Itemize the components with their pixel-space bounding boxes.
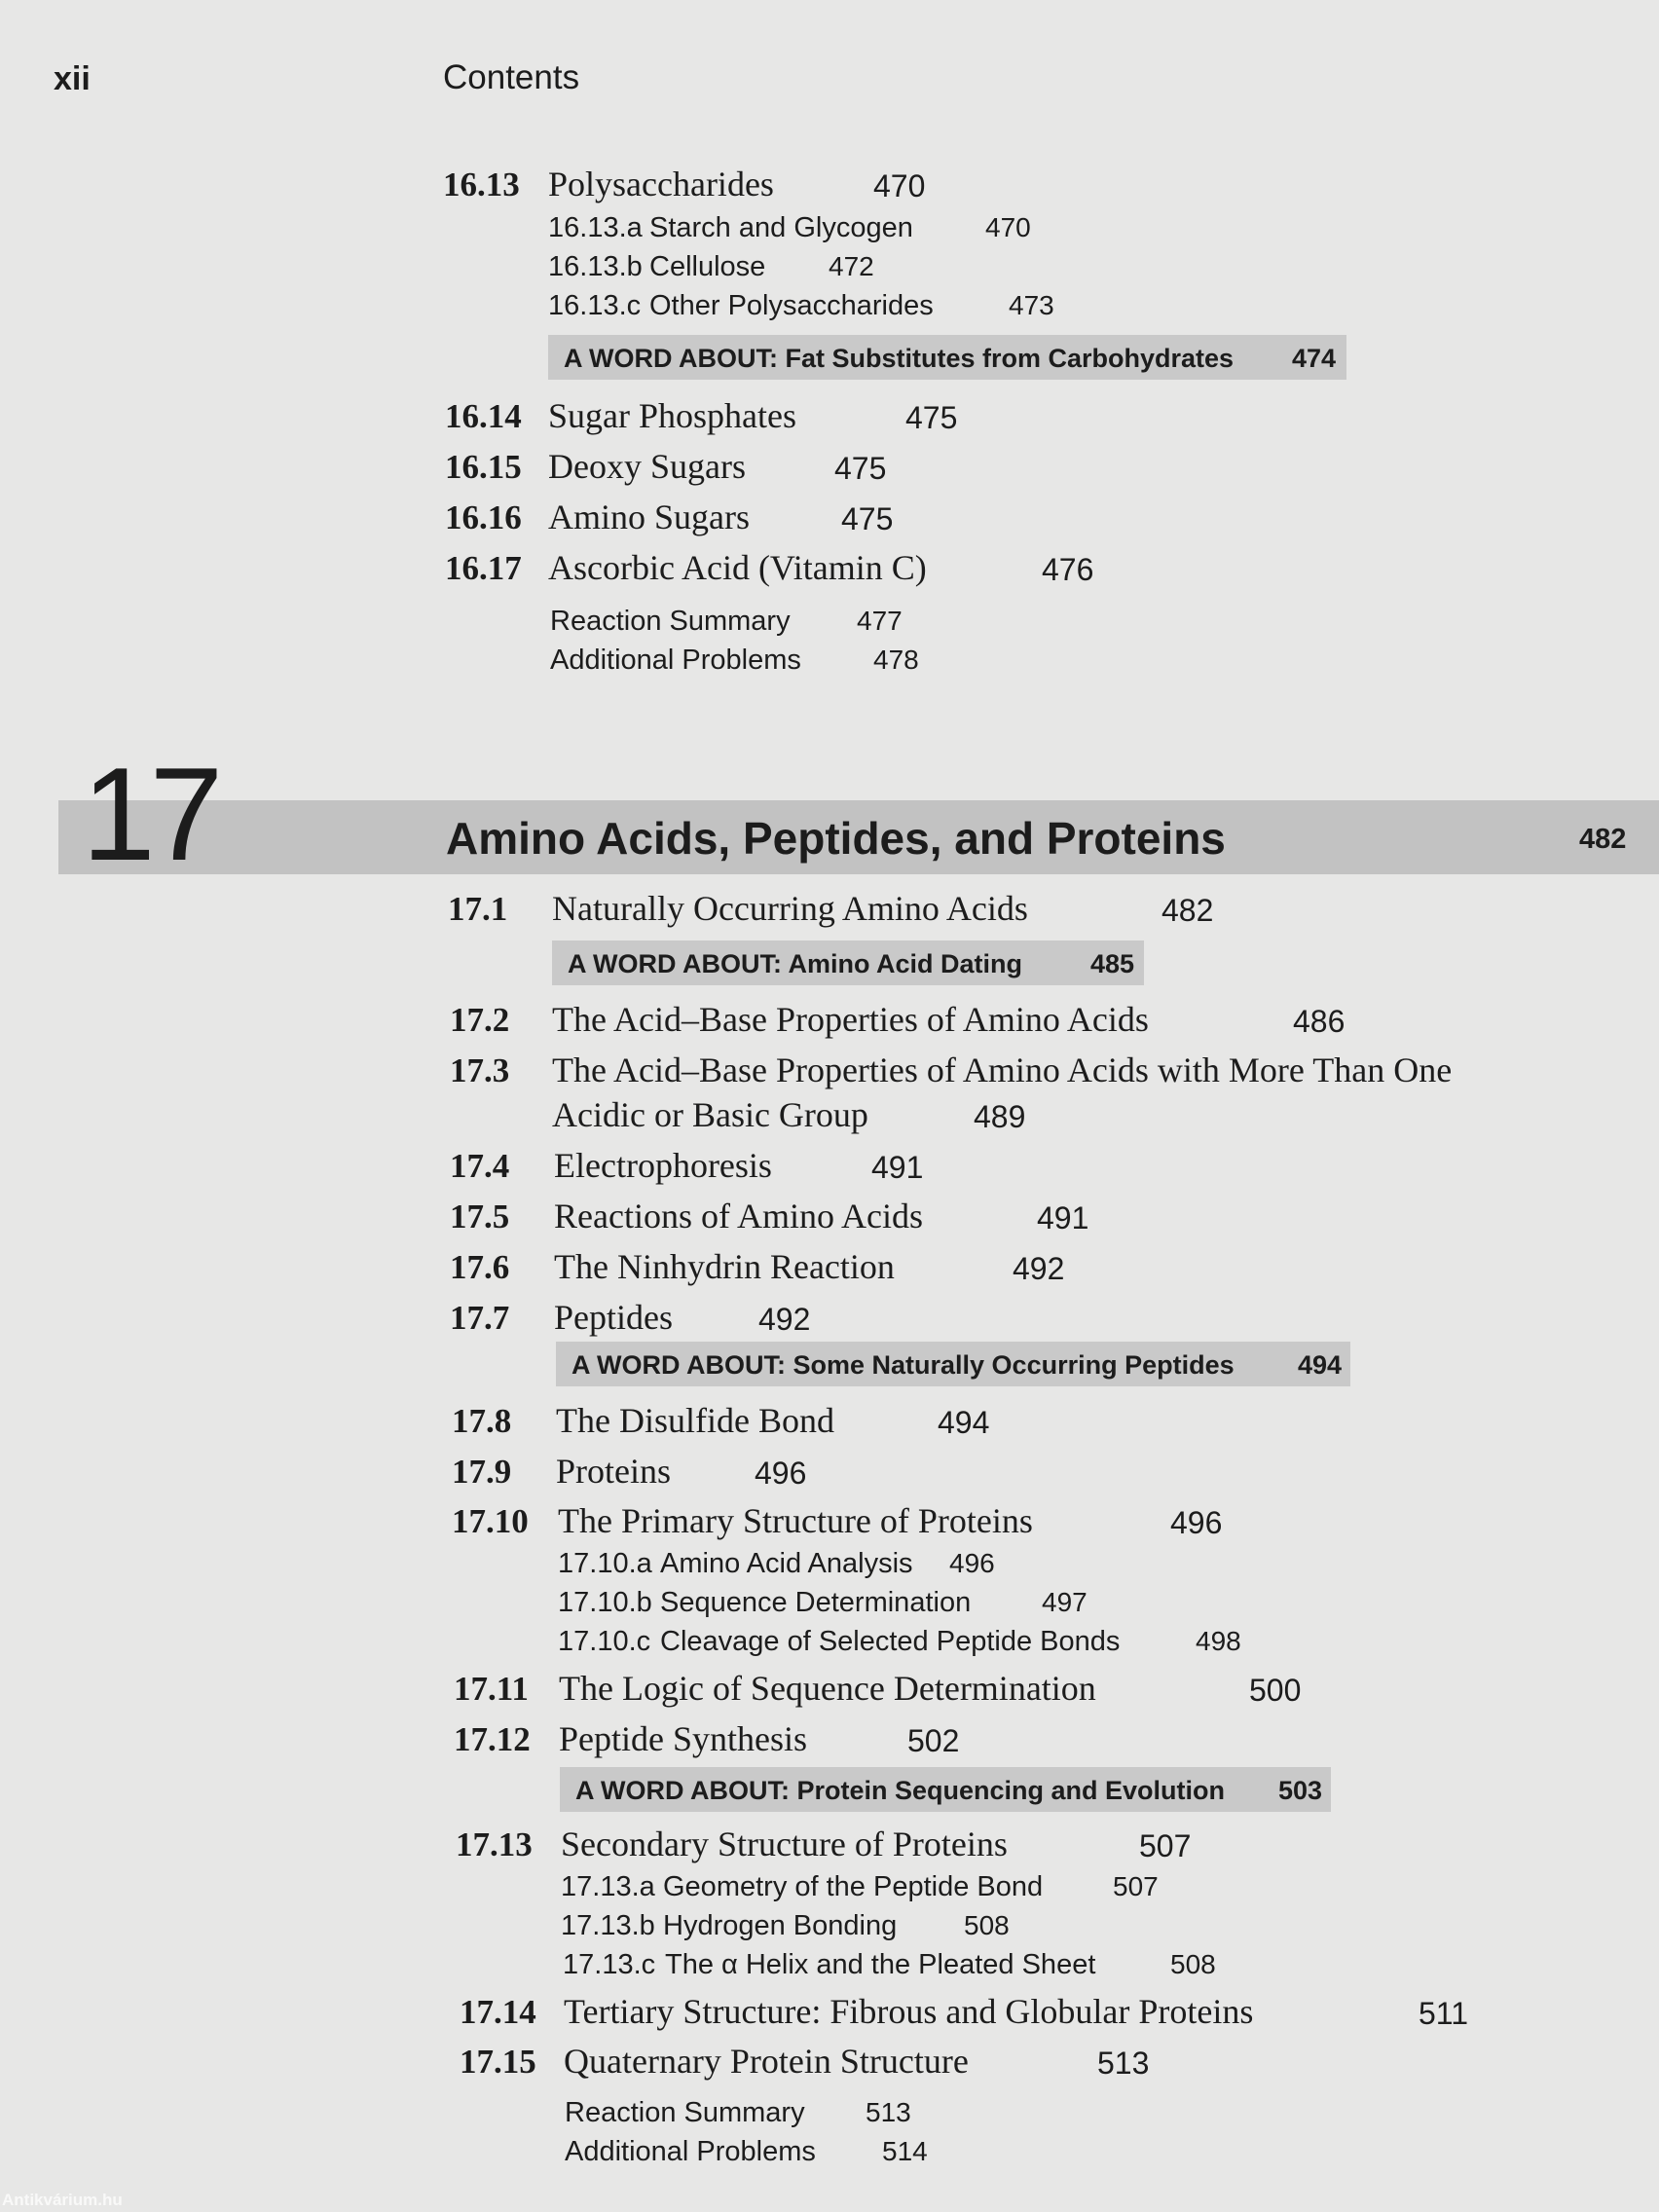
additional-problems: Additional Problems (565, 2136, 816, 2167)
section-title: The Acid–Base Properties of Amino Acids (552, 1000, 1149, 1039)
section-number: 17.9 (452, 1453, 512, 1491)
section-number: 17.2 (450, 1001, 510, 1039)
subsection-page: 507 (1113, 1871, 1159, 1901)
word-about-label: A WORD ABOUT: (575, 1776, 790, 1805)
section-page: 475 (905, 400, 958, 435)
subsection-page: 497 (1042, 1587, 1088, 1617)
section-page: 486 (1293, 1004, 1346, 1039)
section-title: Peptides (554, 1298, 673, 1337)
subsection-page: 496 (949, 1548, 995, 1578)
section-number: 17.7 (450, 1299, 510, 1337)
word-about-label: A WORD ABOUT: (568, 949, 782, 978)
chapter-title: Amino Acids, Peptides, and Proteins (446, 813, 1226, 864)
subsection-number: 17.13.b (561, 1910, 655, 1941)
word-about-label: A WORD ABOUT: (564, 344, 778, 373)
section-number: 17.1 (448, 890, 508, 928)
section-page: 470 (873, 168, 926, 203)
subsection-title: Hydrogen Bonding (663, 1910, 898, 1941)
section-title: The Disulfide Bond (556, 1401, 834, 1440)
additional-problems-page: 478 (873, 645, 919, 675)
section-number: 16.15 (445, 448, 522, 486)
section-page: 511 (1419, 1996, 1469, 2031)
section-page: 507 (1139, 1828, 1192, 1863)
subsection-title: Cellulose (649, 251, 766, 282)
section-page: 491 (871, 1150, 924, 1185)
section-title: Proteins (556, 1452, 672, 1491)
subsection-number: 17.13.c (563, 1949, 656, 1980)
section-title: Sugar Phosphates (548, 396, 796, 435)
subsection-page: 472 (829, 251, 874, 281)
word-about-title: Protein Sequencing and Evolution (796, 1776, 1226, 1805)
section-title: Deoxy Sugars (548, 447, 746, 486)
section-number: 17.10 (452, 1502, 529, 1540)
subsection-page: 470 (985, 212, 1031, 242)
section-page: 496 (755, 1456, 807, 1491)
subsection-number: 17.10.c (558, 1626, 651, 1657)
word-about-label: A WORD ABOUT: (571, 1350, 786, 1380)
section-number: 16.14 (445, 397, 522, 435)
section-page: 492 (1013, 1251, 1065, 1286)
section-number: 17.4 (450, 1147, 510, 1185)
section-page: 500 (1249, 1673, 1302, 1708)
word-about-box (556, 1342, 1350, 1386)
subsection-number: 17.10.b (558, 1587, 652, 1618)
section-title-line1: The Acid–Base Properties of Amino Acids with More Than One (552, 1051, 1453, 1089)
subsection-number: 16.13.c (548, 290, 642, 321)
section-title: Naturally Occurring Amino Acids (552, 889, 1028, 928)
section-page: 496 (1170, 1505, 1223, 1540)
word-about-box (548, 335, 1346, 380)
section-number: 16.16 (445, 498, 522, 536)
reaction-summary: Reaction Summary (565, 2097, 805, 2128)
section-title: Quaternary Protein Structure (564, 2042, 969, 2081)
word-about-title: Amino Acid Dating (788, 949, 1022, 978)
section-number: 17.6 (450, 1248, 510, 1286)
word-about-text (571, 1350, 1235, 1381)
section-number: 17.12 (454, 1720, 531, 1758)
subsection-page: 508 (1170, 1949, 1216, 1979)
section-number: 17.14 (460, 1993, 536, 2031)
subsection-title: Starch and Glycogen (649, 212, 913, 243)
section-page: 513 (1097, 2046, 1150, 2081)
subsection-title: Cleavage of Selected Peptide Bonds (660, 1626, 1121, 1657)
section-title: Reactions of Amino Acids (554, 1197, 923, 1235)
page-number: xii (54, 60, 91, 97)
reaction-summary: Reaction Summary (550, 606, 791, 637)
word-about-text (564, 344, 1234, 374)
section-number: 17.13 (456, 1825, 533, 1863)
word-about-box (560, 1767, 1331, 1812)
section-number: 17.11 (454, 1670, 529, 1708)
section-title: Polysaccharides (548, 165, 774, 203)
section-number: 17.3 (450, 1051, 510, 1089)
subsection-number: 17.10.a (558, 1548, 652, 1579)
chapter-page: 482 (1579, 824, 1627, 855)
subsection-title: Sequence Determination (660, 1587, 972, 1618)
word-about-page: 485 (1090, 949, 1135, 978)
section-page: 475 (834, 451, 887, 486)
section-title: The Primary Structure of Proteins (558, 1501, 1033, 1540)
word-about-page: 474 (1292, 344, 1337, 373)
section-title-line2: Acidic or Basic Group (552, 1095, 868, 1134)
section-title: Electrophoresis (554, 1146, 772, 1185)
section-page: 476 (1042, 552, 1094, 587)
section-number: 16.13 (443, 166, 520, 203)
section-title: The Logic of Sequence Determination (559, 1669, 1096, 1708)
subsection-title: Geometry of the Peptide Bond (663, 1871, 1044, 1902)
watermark: Antikvárium.hu (2, 2191, 123, 2209)
section-title: Peptide Synthesis (559, 1719, 808, 1758)
section-page: 494 (938, 1405, 990, 1440)
chapter-number: 17 (82, 740, 218, 888)
additional-problems-page: 514 (882, 2136, 928, 2166)
subsection-number: 16.13.a (548, 212, 643, 243)
section-page: 492 (758, 1302, 811, 1337)
reaction-summary-page: 477 (857, 606, 903, 636)
page-title: Contents (443, 58, 580, 96)
section-title: Tertiary Structure: Fibrous and Globular Proteins (564, 1992, 1254, 2031)
section-page: 502 (907, 1723, 960, 1758)
subsection-page: 473 (1009, 290, 1054, 320)
subsection-number: 17.13.a (561, 1871, 655, 1902)
section-page: 475 (841, 501, 894, 536)
word-about-title: Fat Substitutes from Carbohydrates (785, 344, 1235, 373)
section-number: 16.17 (445, 549, 522, 587)
subsection-page: 498 (1196, 1626, 1241, 1656)
subsection-page: 508 (964, 1910, 1010, 1940)
section-number: 17.8 (452, 1402, 512, 1440)
section-number: 17.5 (450, 1198, 510, 1235)
word-about-page: 503 (1278, 1776, 1323, 1805)
subsection-title: Amino Acid Analysis (660, 1548, 913, 1579)
word-about-title: Some Naturally Occurring Peptides (793, 1350, 1235, 1380)
section-title: Secondary Structure of Proteins (561, 1825, 1008, 1863)
section-page: 489 (974, 1099, 1026, 1134)
reaction-summary-page: 513 (866, 2097, 911, 2127)
section-page: 491 (1037, 1200, 1089, 1235)
section-title: Ascorbic Acid (Vitamin C) (548, 548, 927, 587)
word-about-text (575, 1776, 1225, 1806)
section-title: The Ninhydrin Reaction (554, 1247, 895, 1286)
section-title: Amino Sugars (548, 498, 750, 536)
section-page: 482 (1161, 893, 1214, 928)
word-about-page: 494 (1298, 1350, 1343, 1380)
subsection-number: 16.13.b (548, 251, 643, 282)
section-number: 17.15 (460, 2043, 536, 2081)
subsection-title: The α Helix and the Pleated Sheet (665, 1949, 1096, 1980)
word-about-box (552, 940, 1144, 985)
additional-problems: Additional Problems (550, 645, 801, 676)
subsection-title: Other Polysaccharides (649, 290, 934, 321)
word-about-text (568, 949, 1022, 979)
